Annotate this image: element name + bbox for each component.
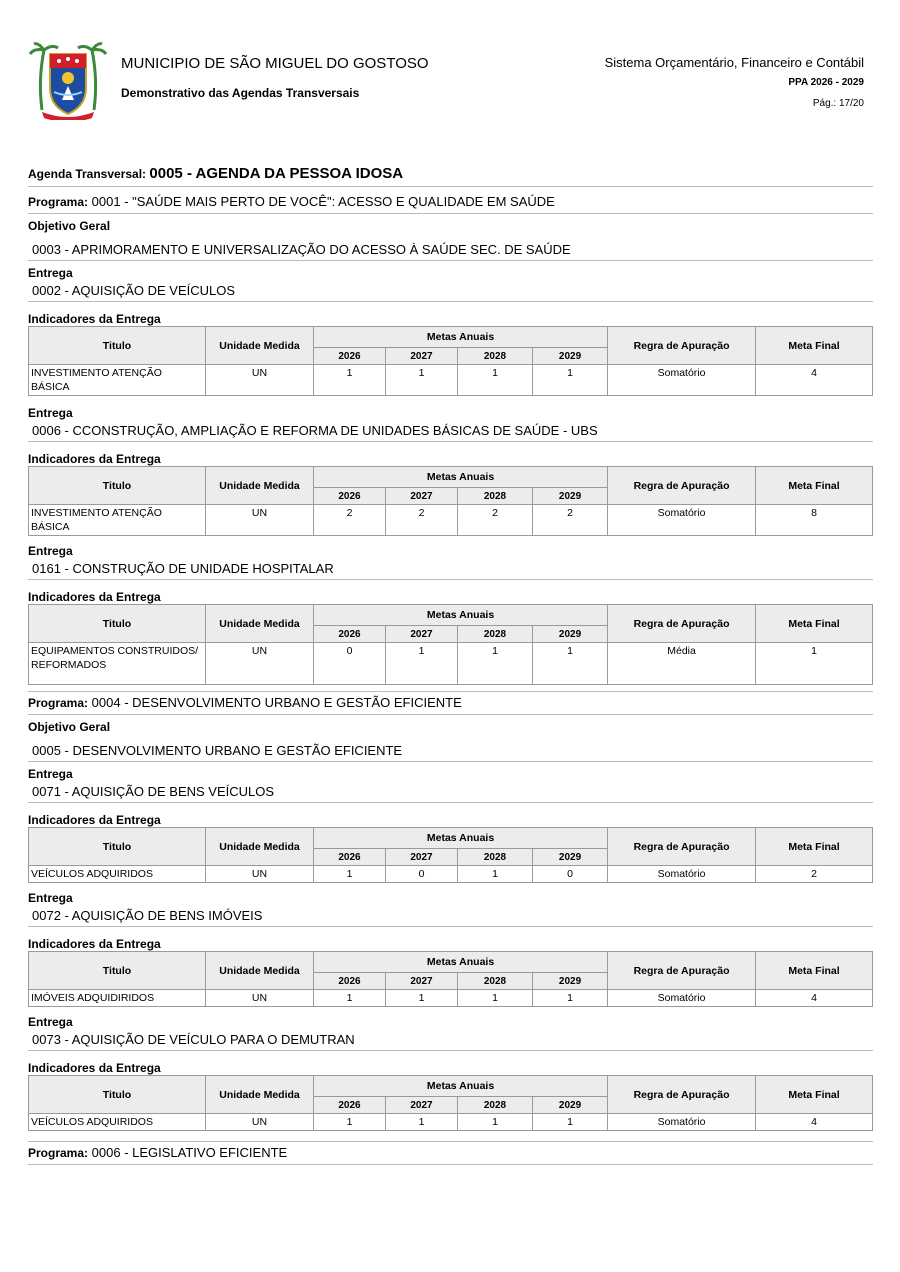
cell-2028: 1 xyxy=(458,643,533,685)
col-rule: Regra de Apuração xyxy=(608,467,756,505)
table-row xyxy=(29,643,873,685)
col-year: 2026 xyxy=(314,348,386,365)
agenda-label: Agenda Transversal: xyxy=(28,167,147,181)
program-label: Programa: xyxy=(28,1146,89,1160)
cell-rule: Somatório xyxy=(608,365,756,396)
indicators-label: Indicadores da Entrega xyxy=(28,813,161,827)
col-year: 2027 xyxy=(386,1097,458,1114)
delivery-name: 0161 - CONSTRUÇÃO DE UNIDADE HOSPITALAR xyxy=(28,559,873,580)
cell-2028: 1 xyxy=(458,365,533,396)
report-header xyxy=(0,0,900,130)
cell-2027: 0 xyxy=(386,866,458,883)
col-year: 2029 xyxy=(533,1097,608,1114)
cell-unit: UN xyxy=(206,1114,314,1131)
indicators-label: Indicadores da Entrega xyxy=(28,590,161,604)
col-year: 2028 xyxy=(458,973,533,990)
col-title: Titulo xyxy=(29,467,206,505)
cell-2026: 1 xyxy=(314,990,386,1007)
col-year: 2028 xyxy=(458,348,533,365)
cell-2027: 1 xyxy=(386,365,458,396)
program-name: 0001 - "SAÚDE MAIS PERTO DE VOCÊ": ACESSO E QUALIDADE EM SAÚDE xyxy=(91,194,555,209)
col-year: 2029 xyxy=(533,973,608,990)
delivery-label: Entrega xyxy=(28,1015,73,1029)
cell-title: INVESTIMENTO ATENÇÃO BÁSICA xyxy=(29,365,206,396)
col-final-target: Meta Final xyxy=(756,467,873,505)
cell-unit: UN xyxy=(206,990,314,1007)
delivery-name: 0073 - AQUISIÇÃO DE VEÍCULO PARA O DEMUTRAN xyxy=(28,1030,873,1051)
objective-name: 0005 - DESENVOLVIMENTO URBANO E GESTÃO EFICIENTE xyxy=(28,741,873,762)
col-rule: Regra de Apuração xyxy=(608,828,756,866)
program-heading xyxy=(28,191,873,214)
cell-rule: Somatório xyxy=(608,1114,756,1131)
cell-2027: 2 xyxy=(386,505,458,536)
col-year: 2029 xyxy=(533,849,608,866)
col-unit: Unidade Medida xyxy=(206,467,314,505)
cell-final: 4 xyxy=(756,990,873,1007)
cell-2026: 1 xyxy=(314,866,386,883)
col-final-target: Meta Final xyxy=(756,828,873,866)
cell-2027: 1 xyxy=(386,643,458,685)
cell-2028: 2 xyxy=(458,505,533,536)
delivery-label: Entrega xyxy=(28,891,73,905)
program-heading xyxy=(28,1141,873,1165)
cell-2029: 1 xyxy=(533,365,608,396)
cell-title: IMÓVEIS ADQUIDIRIDOS xyxy=(29,990,206,1007)
table-row xyxy=(29,365,873,396)
cell-rule: Somatório xyxy=(608,990,756,1007)
cell-title: VEÍCULOS ADQUIRIDOS xyxy=(29,866,206,883)
col-year: 2026 xyxy=(314,1097,386,1114)
col-final-target: Meta Final xyxy=(756,952,873,990)
col-rule: Regra de Apuração xyxy=(608,327,756,365)
col-annual-targets: Metas Anuais xyxy=(314,1076,608,1097)
col-rule: Regra de Apuração xyxy=(608,952,756,990)
indicators-label: Indicadores da Entrega xyxy=(28,452,161,466)
ppa-period: PPA 2026 - 2029 xyxy=(788,77,864,88)
col-year: 2028 xyxy=(458,1097,533,1114)
delivery-name: 0006 - CCONSTRUÇÃO, AMPLIAÇÃO E REFORMA DE UNIDADES BÁSICAS DE SAÚDE - UBS xyxy=(28,421,873,442)
col-year: 2027 xyxy=(386,488,458,505)
col-unit: Unidade Medida xyxy=(206,952,314,990)
col-final-target: Meta Final xyxy=(756,327,873,365)
col-year: 2026 xyxy=(314,973,386,990)
col-title: Titulo xyxy=(29,952,206,990)
cell-rule: Somatório xyxy=(608,505,756,536)
indicators-table xyxy=(28,466,873,536)
system-name: Sistema Orçamentário, Financeiro e Contábil xyxy=(604,55,864,70)
cell-title: EQUIPAMENTOS CONSTRUIDOS/REFORMADOS xyxy=(29,643,206,685)
col-rule: Regra de Apuração xyxy=(608,1076,756,1114)
indicators-label: Indicadores da Entrega xyxy=(28,312,161,326)
cell-2028: 1 xyxy=(458,866,533,883)
col-title: Titulo xyxy=(29,327,206,365)
col-year: 2029 xyxy=(533,348,608,365)
col-year: 2028 xyxy=(458,849,533,866)
page-number: Pág.: 17/20 xyxy=(812,98,864,109)
program-label: Programa: xyxy=(28,195,89,209)
table-row xyxy=(29,505,873,536)
report-body xyxy=(28,164,873,1165)
indicators-table xyxy=(28,951,873,1007)
col-annual-targets: Metas Anuais xyxy=(314,828,608,849)
cell-2027: 1 xyxy=(386,1114,458,1131)
col-title: Titulo xyxy=(29,828,206,866)
col-annual-targets: Metas Anuais xyxy=(314,605,608,626)
delivery-label: Entrega xyxy=(28,266,73,280)
cell-2029: 1 xyxy=(533,1114,608,1131)
indicators-table xyxy=(28,604,873,685)
cell-2029: 2 xyxy=(533,505,608,536)
col-title: Titulo xyxy=(29,605,206,643)
table-row xyxy=(29,990,873,1007)
cell-2029: 1 xyxy=(533,643,608,685)
objective-name: 0003 - APRIMORAMENTO E UNIVERSALIZAÇÃO DO ACESSO À SAÚDE SEC. DE SAÚDE xyxy=(28,240,873,261)
delivery-label: Entrega xyxy=(28,767,73,781)
cell-2026: 0 xyxy=(314,643,386,685)
indicators-label: Indicadores da Entrega xyxy=(28,937,161,951)
col-unit: Unidade Medida xyxy=(206,605,314,643)
col-final-target: Meta Final xyxy=(756,1076,873,1114)
indicators-table xyxy=(28,326,873,396)
col-unit: Unidade Medida xyxy=(206,327,314,365)
cell-unit: UN xyxy=(206,505,314,536)
cell-unit: UN xyxy=(206,866,314,883)
col-year: 2028 xyxy=(458,488,533,505)
cell-2029: 1 xyxy=(533,990,608,1007)
program-name: 0006 - LEGISLATIVO EFICIENTE xyxy=(91,1145,288,1160)
cell-unit: UN xyxy=(206,365,314,396)
col-year: 2027 xyxy=(386,626,458,643)
program-name: 0004 - DESENVOLVIMENTO URBANO E GESTÃO EFICIENTE xyxy=(91,695,462,710)
objective-label: Objetivo Geral xyxy=(28,219,111,233)
col-year: 2027 xyxy=(386,849,458,866)
cell-title: INVESTIMENTO ATENÇÃO BÁSICA xyxy=(29,505,206,536)
delivery-name: 0071 - AQUISIÇÃO DE BENS VEÍCULOS xyxy=(28,782,873,803)
objective-label: Objetivo Geral xyxy=(28,720,111,734)
cell-2029: 0 xyxy=(533,866,608,883)
col-annual-targets: Metas Anuais xyxy=(314,327,608,348)
cell-unit: UN xyxy=(206,643,314,685)
delivery-name: 0072 - AQUISIÇÃO DE BENS IMÓVEIS xyxy=(28,906,873,927)
table-row xyxy=(29,1114,873,1131)
col-year: 2027 xyxy=(386,973,458,990)
cell-final: 1 xyxy=(756,643,873,685)
cell-2026: 1 xyxy=(314,365,386,396)
agenda-name: 0005 - AGENDA DA PESSOA IDOSA xyxy=(149,165,404,182)
cell-final: 4 xyxy=(756,365,873,396)
delivery-label: Entrega xyxy=(28,544,73,558)
cell-rule: Somatório xyxy=(608,866,756,883)
col-year: 2029 xyxy=(533,488,608,505)
cell-title: VEÍCULOS ADQUIRIDOS xyxy=(29,1114,206,1131)
col-title: Titulo xyxy=(29,1076,206,1114)
indicators-label: Indicadores da Entrega xyxy=(28,1061,161,1075)
municipality-name: MUNICIPIO DE SÃO MIGUEL DO GOSTOSO xyxy=(121,55,429,72)
delivery-name: 0002 - AQUISIÇÃO DE VEÍCULOS xyxy=(28,281,873,302)
col-year: 2028 xyxy=(458,626,533,643)
col-year: 2027 xyxy=(386,348,458,365)
delivery-label: Entrega xyxy=(28,406,73,420)
agenda-heading xyxy=(28,164,873,187)
col-rule: Regra de Apuração xyxy=(608,605,756,643)
indicators-table xyxy=(28,1075,873,1131)
cell-2028: 1 xyxy=(458,1114,533,1131)
col-year: 2026 xyxy=(314,849,386,866)
col-year: 2026 xyxy=(314,488,386,505)
col-unit: Unidade Medida xyxy=(206,1076,314,1114)
indicators-table xyxy=(28,827,873,883)
municipal-coat-of-arms-icon xyxy=(28,40,108,120)
col-annual-targets: Metas Anuais xyxy=(314,952,608,973)
cell-final: 4 xyxy=(756,1114,873,1131)
col-annual-targets: Metas Anuais xyxy=(314,467,608,488)
report-title: Demonstrativo das Agendas Transversais xyxy=(121,86,360,100)
table-row xyxy=(29,866,873,883)
program-label: Programa: xyxy=(28,696,89,710)
col-final-target: Meta Final xyxy=(756,605,873,643)
cell-rule: Média xyxy=(608,643,756,685)
cell-2028: 1 xyxy=(458,990,533,1007)
cell-2027: 1 xyxy=(386,990,458,1007)
col-year: 2029 xyxy=(533,626,608,643)
cell-2026: 2 xyxy=(314,505,386,536)
col-unit: Unidade Medida xyxy=(206,828,314,866)
program-heading xyxy=(28,691,873,715)
cell-final: 8 xyxy=(756,505,873,536)
cell-2026: 1 xyxy=(314,1114,386,1131)
col-year: 2026 xyxy=(314,626,386,643)
cell-final: 2 xyxy=(756,866,873,883)
